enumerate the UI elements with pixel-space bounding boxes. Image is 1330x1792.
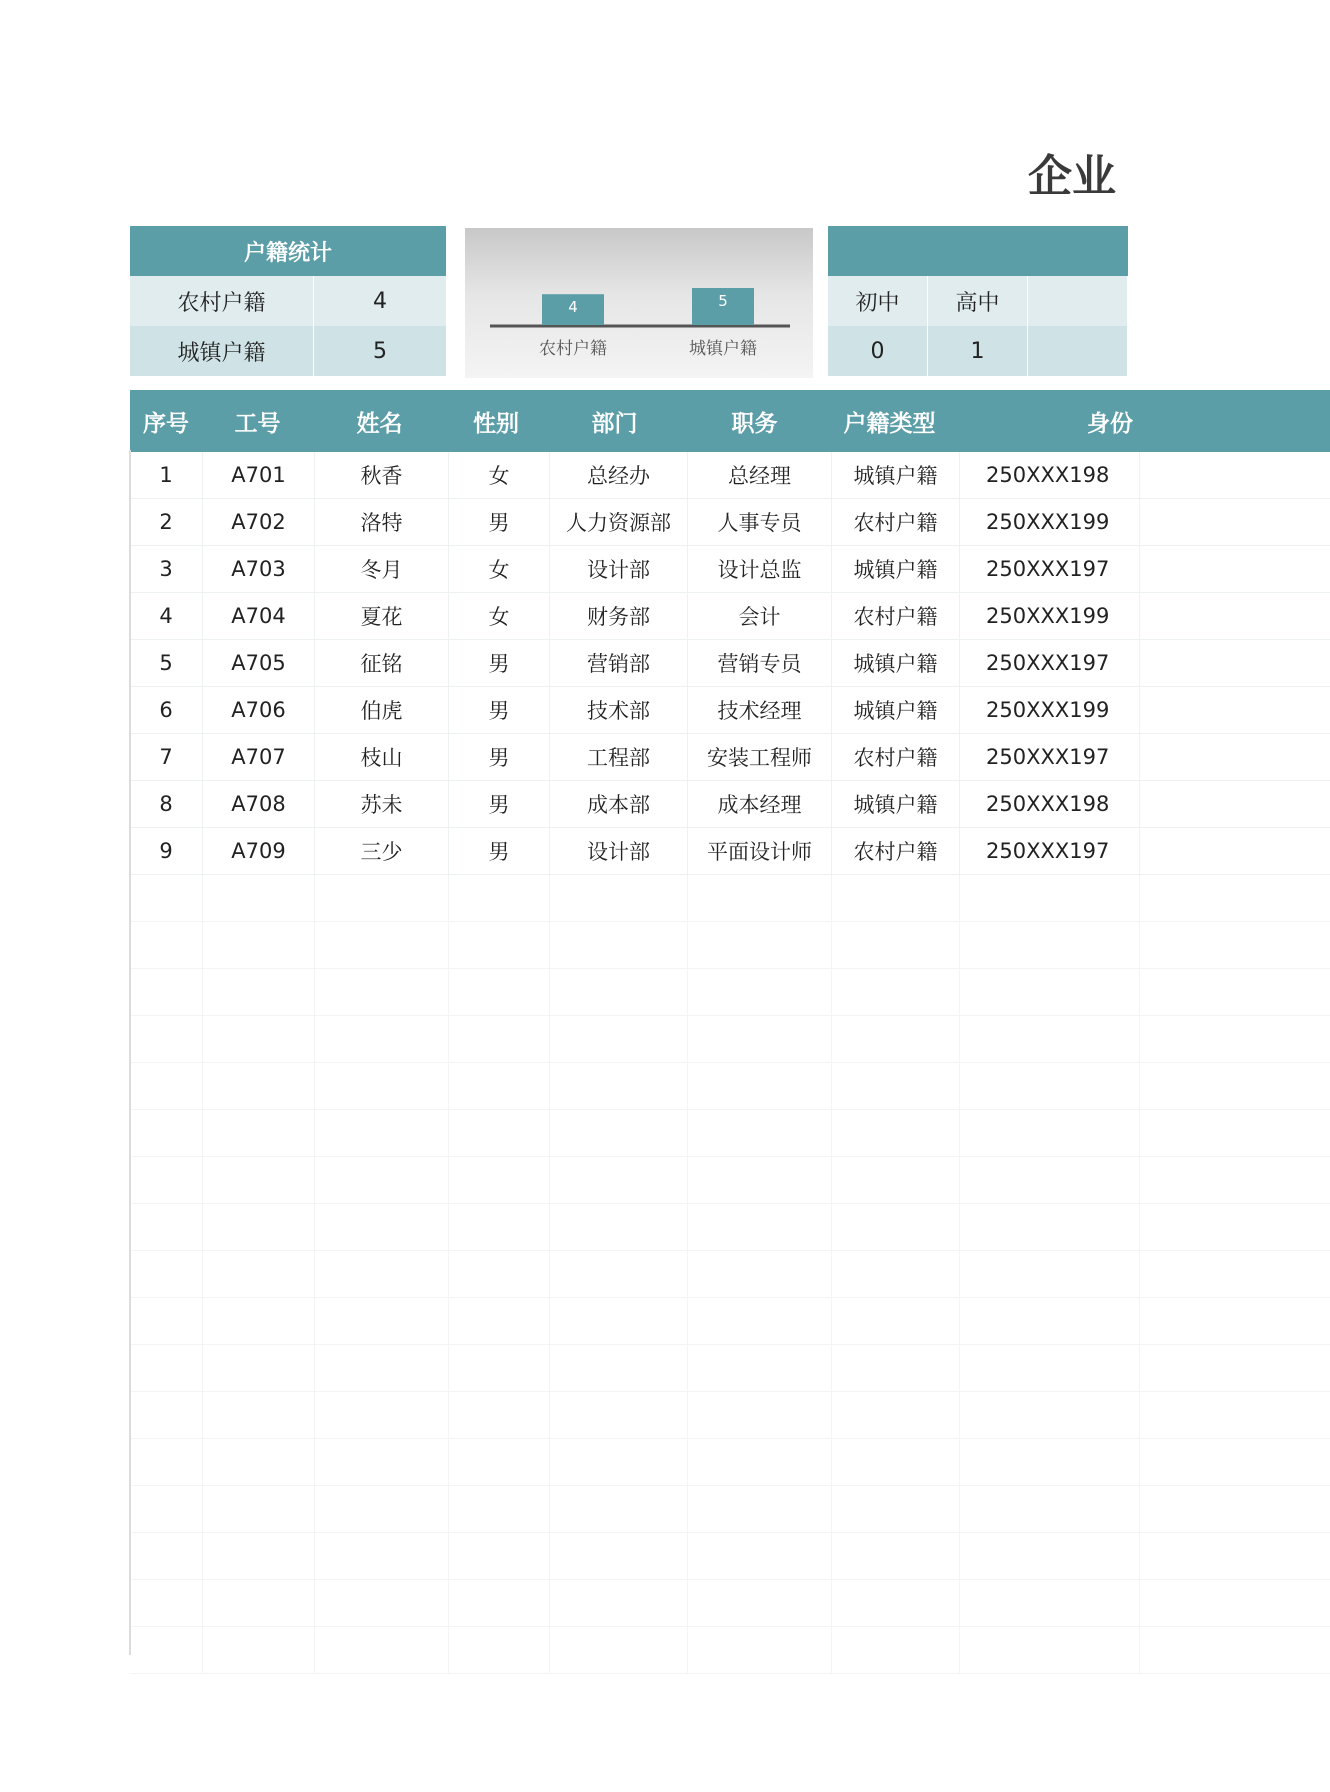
cell-id-number[interactable]: 250XXX198 [960,452,1140,498]
empty-cell[interactable] [550,1627,688,1673]
empty-cell[interactable] [550,1110,688,1156]
empty-cell[interactable] [960,1204,1140,1250]
empty-table-row [130,1110,1330,1157]
household-bar-chart[interactable] [465,228,813,378]
empty-cell[interactable] [130,969,203,1015]
table-row [130,640,1330,687]
cell-department[interactable]: 人力资源部 [550,499,688,545]
empty-table-row [130,1345,1330,1392]
empty-table-row [130,1580,1330,1627]
cell-id-number[interactable]: 250XXX197 [960,546,1140,592]
empty-cell[interactable] [550,969,688,1015]
empty-cell[interactable] [550,1204,688,1250]
table-header-row [130,390,1330,452]
chart-data-label: 5 [718,292,728,310]
empty-cell[interactable] [688,969,832,1015]
empty-table-row [130,1016,1330,1063]
empty-cell[interactable] [130,1063,203,1109]
empty-cell[interactable] [203,1392,315,1438]
empty-cell[interactable] [130,875,203,921]
empty-cell[interactable] [203,1345,315,1391]
empty-cell[interactable] [130,1204,203,1250]
empty-cell[interactable] [203,1251,315,1297]
empty-cell[interactable] [315,922,449,968]
empty-cell[interactable] [832,1204,960,1250]
empty-cell[interactable] [832,1016,960,1062]
cell-employee-id[interactable]: A709 [203,828,315,874]
edu-value[interactable]: 0 [828,326,928,376]
empty-cell[interactable] [130,1110,203,1156]
edu-label[interactable]: 高中 [928,276,1028,326]
empty-cell[interactable] [688,1345,832,1391]
employee-table [130,390,1330,1674]
empty-cell[interactable] [960,1110,1140,1156]
empty-cell[interactable] [550,1345,688,1391]
cell-index[interactable]: 1 [130,452,203,498]
edu-label[interactable]: 初中 [828,276,928,326]
cell-id-number[interactable]: 250XXX199 [960,499,1140,545]
empty-cell[interactable] [960,1016,1140,1062]
empty-cell[interactable] [130,1345,203,1391]
table-row [130,828,1330,875]
cell-employee-id[interactable]: A704 [203,593,315,639]
cell-index[interactable]: 5 [130,640,203,686]
cell-position[interactable]: 技术经理 [688,687,832,733]
education-labels-row [828,276,1128,326]
empty-table-row [130,1486,1330,1533]
empty-cell[interactable] [550,875,688,921]
empty-cell[interactable] [688,1204,832,1250]
empty-table-row [130,1251,1330,1298]
cell-employee-id[interactable]: A708 [203,781,315,827]
empty-cell[interactable] [550,1063,688,1109]
cell-employee-id[interactable]: A702 [203,499,315,545]
cell-id-number[interactable]: 250XXX197 [960,734,1140,780]
empty-cell[interactable] [832,1063,960,1109]
cell-gender[interactable]: 女 [449,593,550,639]
empty-cell[interactable] [449,1392,550,1438]
empty-cell[interactable] [130,1016,203,1062]
cell-gender[interactable]: 女 [449,452,550,498]
empty-cell[interactable] [449,1298,550,1344]
chart-category-label: 城镇户籍 [689,339,757,359]
stat-value[interactable]: 4 [373,288,387,314]
empty-cell[interactable] [449,1157,550,1203]
empty-table-row [130,1063,1330,1110]
empty-cell[interactable] [130,1580,203,1626]
cell-name[interactable]: 征铭 [315,640,449,686]
empty-cell[interactable] [130,922,203,968]
cell-household-type[interactable]: 城镇户籍 [832,781,960,827]
empty-table-row [130,1298,1330,1345]
empty-cell[interactable] [688,1016,832,1062]
empty-cell[interactable] [832,1533,960,1579]
cell-employee-id[interactable]: A705 [203,640,315,686]
empty-cell[interactable] [130,1627,203,1673]
cell-department[interactable]: 成本部 [550,781,688,827]
empty-cell[interactable] [550,1486,688,1532]
empty-cell[interactable] [315,875,449,921]
empty-cell[interactable] [203,1627,315,1673]
cell-index[interactable]: 3 [130,546,203,592]
cell-gender[interactable]: 男 [449,828,550,874]
cell-employee-id[interactable]: A707 [203,734,315,780]
cell-name[interactable]: 枝山 [315,734,449,780]
empty-cell[interactable] [960,1439,1140,1485]
empty-cell[interactable] [688,1580,832,1626]
empty-cell[interactable] [315,1439,449,1485]
empty-cell[interactable] [130,1439,203,1485]
table-row [130,546,1330,593]
empty-cell[interactable] [688,1063,832,1109]
empty-cell[interactable] [688,1533,832,1579]
empty-cell[interactable] [203,1580,315,1626]
table-row [130,452,1330,499]
cell-gender[interactable]: 男 [449,734,550,780]
cell-department[interactable]: 技术部 [550,687,688,733]
empty-cell[interactable] [449,1439,550,1485]
header-id-number[interactable]: 身份 [1087,410,1133,437]
cell-position[interactable]: 设计总监 [688,546,832,592]
sheet-left-border [129,450,131,1655]
cell-household-type[interactable]: 城镇户籍 [832,546,960,592]
empty-cell[interactable] [449,1063,550,1109]
empty-cell[interactable] [203,1204,315,1250]
empty-cell[interactable] [960,1157,1140,1203]
empty-cell[interactable] [960,1063,1140,1109]
chart-canvas [465,228,813,378]
empty-cell[interactable] [203,1439,315,1485]
empty-cell[interactable] [832,1627,960,1673]
empty-cell[interactable] [315,1110,449,1156]
table-body [130,452,1330,1674]
empty-cell[interactable] [449,1580,550,1626]
empty-cell[interactable] [203,875,315,921]
header-gender[interactable]: 性别 [473,410,519,437]
header-name[interactable]: 姓名 [356,410,403,437]
empty-cell[interactable] [130,1157,203,1203]
empty-cell[interactable] [449,1204,550,1250]
edu-value[interactable]: 1 [928,326,1028,376]
header-index[interactable]: 序号 [143,410,189,437]
empty-table-row [130,1627,1330,1674]
empty-cell[interactable] [832,1298,960,1344]
empty-cell[interactable] [315,1486,449,1532]
cell-department[interactable]: 营销部 [550,640,688,686]
cell-gender[interactable]: 男 [449,781,550,827]
table-row [130,593,1330,640]
empty-cell[interactable] [315,1580,449,1626]
cell-position[interactable]: 成本经理 [688,781,832,827]
education-stats-panel [828,226,1128,376]
empty-cell[interactable] [315,1157,449,1203]
empty-cell[interactable] [960,1298,1140,1344]
cell-household-type[interactable]: 城镇户籍 [832,687,960,733]
empty-cell[interactable] [688,922,832,968]
empty-cell[interactable] [832,875,960,921]
cell-household-type[interactable]: 城镇户籍 [832,452,960,498]
stat-label[interactable]: 城镇户籍 [130,326,314,376]
empty-cell[interactable] [832,1486,960,1532]
empty-table-row [130,1157,1330,1204]
empty-cell[interactable] [315,1392,449,1438]
empty-cell[interactable] [960,1251,1140,1297]
cell-name[interactable]: 三少 [315,828,449,874]
cell-household-type[interactable]: 农村户籍 [832,828,960,874]
empty-cell[interactable] [130,1533,203,1579]
empty-cell[interactable] [449,875,550,921]
empty-cell[interactable] [688,1157,832,1203]
empty-cell[interactable] [550,1251,688,1297]
empty-cell[interactable] [449,1533,550,1579]
empty-cell[interactable] [315,1533,449,1579]
cell-household-type[interactable]: 农村户籍 [832,734,960,780]
page-title: 企业 [1028,151,1116,202]
cell-id-number[interactable]: 250XXX197 [960,640,1140,686]
cell-position[interactable]: 平面设计师 [688,828,832,874]
cell-household-type[interactable]: 农村户籍 [832,593,960,639]
empty-cell[interactable] [550,1392,688,1438]
empty-cell[interactable] [130,1298,203,1344]
empty-cell[interactable] [130,1251,203,1297]
cell-index[interactable]: 4 [130,593,203,639]
empty-cell[interactable] [960,1392,1140,1438]
empty-cell[interactable] [315,1298,449,1344]
cell-position[interactable]: 总经理 [688,452,832,498]
empty-cell[interactable] [203,1110,315,1156]
empty-table-row [130,922,1330,969]
empty-cell[interactable] [960,875,1140,921]
empty-cell[interactable] [960,1486,1140,1532]
empty-cell[interactable] [550,1533,688,1579]
empty-cell[interactable] [203,1298,315,1344]
empty-cell[interactable] [449,969,550,1015]
cell-department[interactable]: 工程部 [550,734,688,780]
empty-cell[interactable] [688,1439,832,1485]
empty-cell[interactable] [449,1110,550,1156]
empty-cell[interactable] [449,922,550,968]
edu-label[interactable] [1028,276,1128,326]
empty-cell[interactable] [550,922,688,968]
empty-cell[interactable] [550,1016,688,1062]
empty-cell[interactable] [688,1251,832,1297]
empty-cell[interactable] [449,1016,550,1062]
cell-position[interactable]: 营销专员 [688,640,832,686]
empty-cell[interactable] [832,922,960,968]
empty-cell[interactable] [315,1016,449,1062]
cell-index[interactable]: 8 [130,781,203,827]
header-department[interactable]: 部门 [591,410,638,437]
cell-id-number[interactable]: 250XXX197 [960,828,1140,874]
cell-position[interactable]: 人事专员 [688,499,832,545]
cell-employee-id[interactable]: A701 [203,452,315,498]
empty-cell[interactable] [688,875,832,921]
cell-id-number[interactable]: 250XXX199 [960,593,1140,639]
empty-cell[interactable] [960,922,1140,968]
empty-cell[interactable] [550,1298,688,1344]
header-employee-id[interactable]: 工号 [234,410,281,437]
empty-cell[interactable] [960,1345,1140,1391]
cell-household-type[interactable]: 农村户籍 [832,499,960,545]
empty-cell[interactable] [960,1533,1140,1579]
cell-employee-id[interactable]: A706 [203,687,315,733]
cell-department[interactable]: 设计部 [550,546,688,592]
empty-table-row [130,1439,1330,1486]
empty-cell[interactable] [315,1251,449,1297]
empty-cell[interactable] [315,1204,449,1250]
empty-cell[interactable] [130,1486,203,1532]
cell-department[interactable]: 财务部 [550,593,688,639]
empty-cell[interactable] [203,1486,315,1532]
table-row [130,499,1330,546]
cell-department[interactable]: 总经办 [550,452,688,498]
cell-household-type[interactable]: 城镇户籍 [832,640,960,686]
household-stats-row [130,326,446,376]
cell-name[interactable]: 苏未 [315,781,449,827]
empty-cell[interactable] [315,1627,449,1673]
empty-table-row [130,1204,1330,1251]
empty-cell[interactable] [832,1345,960,1391]
household-stats-panel [130,226,446,376]
cell-gender[interactable]: 男 [449,640,550,686]
empty-cell[interactable] [315,1345,449,1391]
cell-gender[interactable]: 男 [449,687,550,733]
empty-table-row [130,875,1330,922]
table-row [130,734,1330,781]
empty-cell[interactable] [449,1627,550,1673]
header-household-type[interactable]: 户籍类型 [843,410,936,437]
household-stats-row [130,276,446,326]
cell-gender[interactable]: 男 [449,499,550,545]
empty-cell[interactable] [832,1157,960,1203]
empty-cell[interactable] [832,1392,960,1438]
empty-cell[interactable] [688,1486,832,1532]
cell-index[interactable]: 9 [130,828,203,874]
empty-cell[interactable] [315,1063,449,1109]
cell-position[interactable]: 会计 [688,593,832,639]
empty-cell[interactable] [960,1580,1140,1626]
empty-cell[interactable] [203,1533,315,1579]
empty-cell[interactable] [960,1627,1140,1673]
empty-cell[interactable] [688,1627,832,1673]
empty-cell[interactable] [960,969,1140,1015]
empty-cell[interactable] [550,1580,688,1626]
empty-cell[interactable] [203,922,315,968]
empty-cell[interactable] [688,1298,832,1344]
empty-cell[interactable] [203,1016,315,1062]
cell-name[interactable]: 冬月 [315,546,449,592]
cell-name[interactable]: 洛特 [315,499,449,545]
table-row [130,781,1330,828]
edu-value[interactable] [1028,326,1128,376]
empty-table-row [130,1392,1330,1439]
empty-cell[interactable] [130,1392,203,1438]
cell-id-number[interactable]: 250XXX198 [960,781,1140,827]
household-stats-header: 户籍统计 [130,226,446,276]
cell-name[interactable]: 夏花 [315,593,449,639]
empty-cell[interactable] [449,1251,550,1297]
education-values-row [828,326,1128,376]
cell-index[interactable]: 7 [130,734,203,780]
stat-label[interactable]: 农村户籍 [130,276,314,326]
chart-data-label: 4 [568,298,578,317]
cell-position[interactable]: 安装工程师 [688,734,832,780]
empty-cell[interactable] [203,1063,315,1109]
cell-id-number[interactable]: 250XXX199 [960,687,1140,733]
empty-table-row [130,969,1330,1016]
empty-cell[interactable] [832,1251,960,1297]
empty-cell[interactable] [315,969,449,1015]
chart-category-label: 农村户籍 [539,339,607,359]
education-stats-header [828,226,1128,276]
empty-cell[interactable] [688,1110,832,1156]
empty-cell[interactable] [203,969,315,1015]
empty-cell[interactable] [449,1486,550,1532]
empty-table-row [130,1533,1330,1580]
empty-cell[interactable] [550,1439,688,1485]
empty-cell[interactable] [832,1580,960,1626]
empty-cell[interactable] [203,1157,315,1203]
empty-cell[interactable] [550,1157,688,1203]
empty-cell[interactable] [832,1439,960,1485]
empty-cell[interactable] [449,1345,550,1391]
cell-gender[interactable]: 女 [449,546,550,592]
cell-index[interactable]: 2 [130,499,203,545]
cell-department[interactable]: 设计部 [550,828,688,874]
cell-name[interactable]: 伯虎 [315,687,449,733]
empty-cell[interactable] [832,969,960,1015]
header-position[interactable]: 职务 [731,410,778,437]
cell-name[interactable]: 秋香 [315,452,449,498]
cell-employee-id[interactable]: A703 [203,546,315,592]
table-row [130,687,1330,734]
cell-index[interactable]: 6 [130,687,203,733]
empty-cell[interactable] [688,1392,832,1438]
empty-cell[interactable] [832,1110,960,1156]
stat-value[interactable]: 5 [373,338,387,364]
